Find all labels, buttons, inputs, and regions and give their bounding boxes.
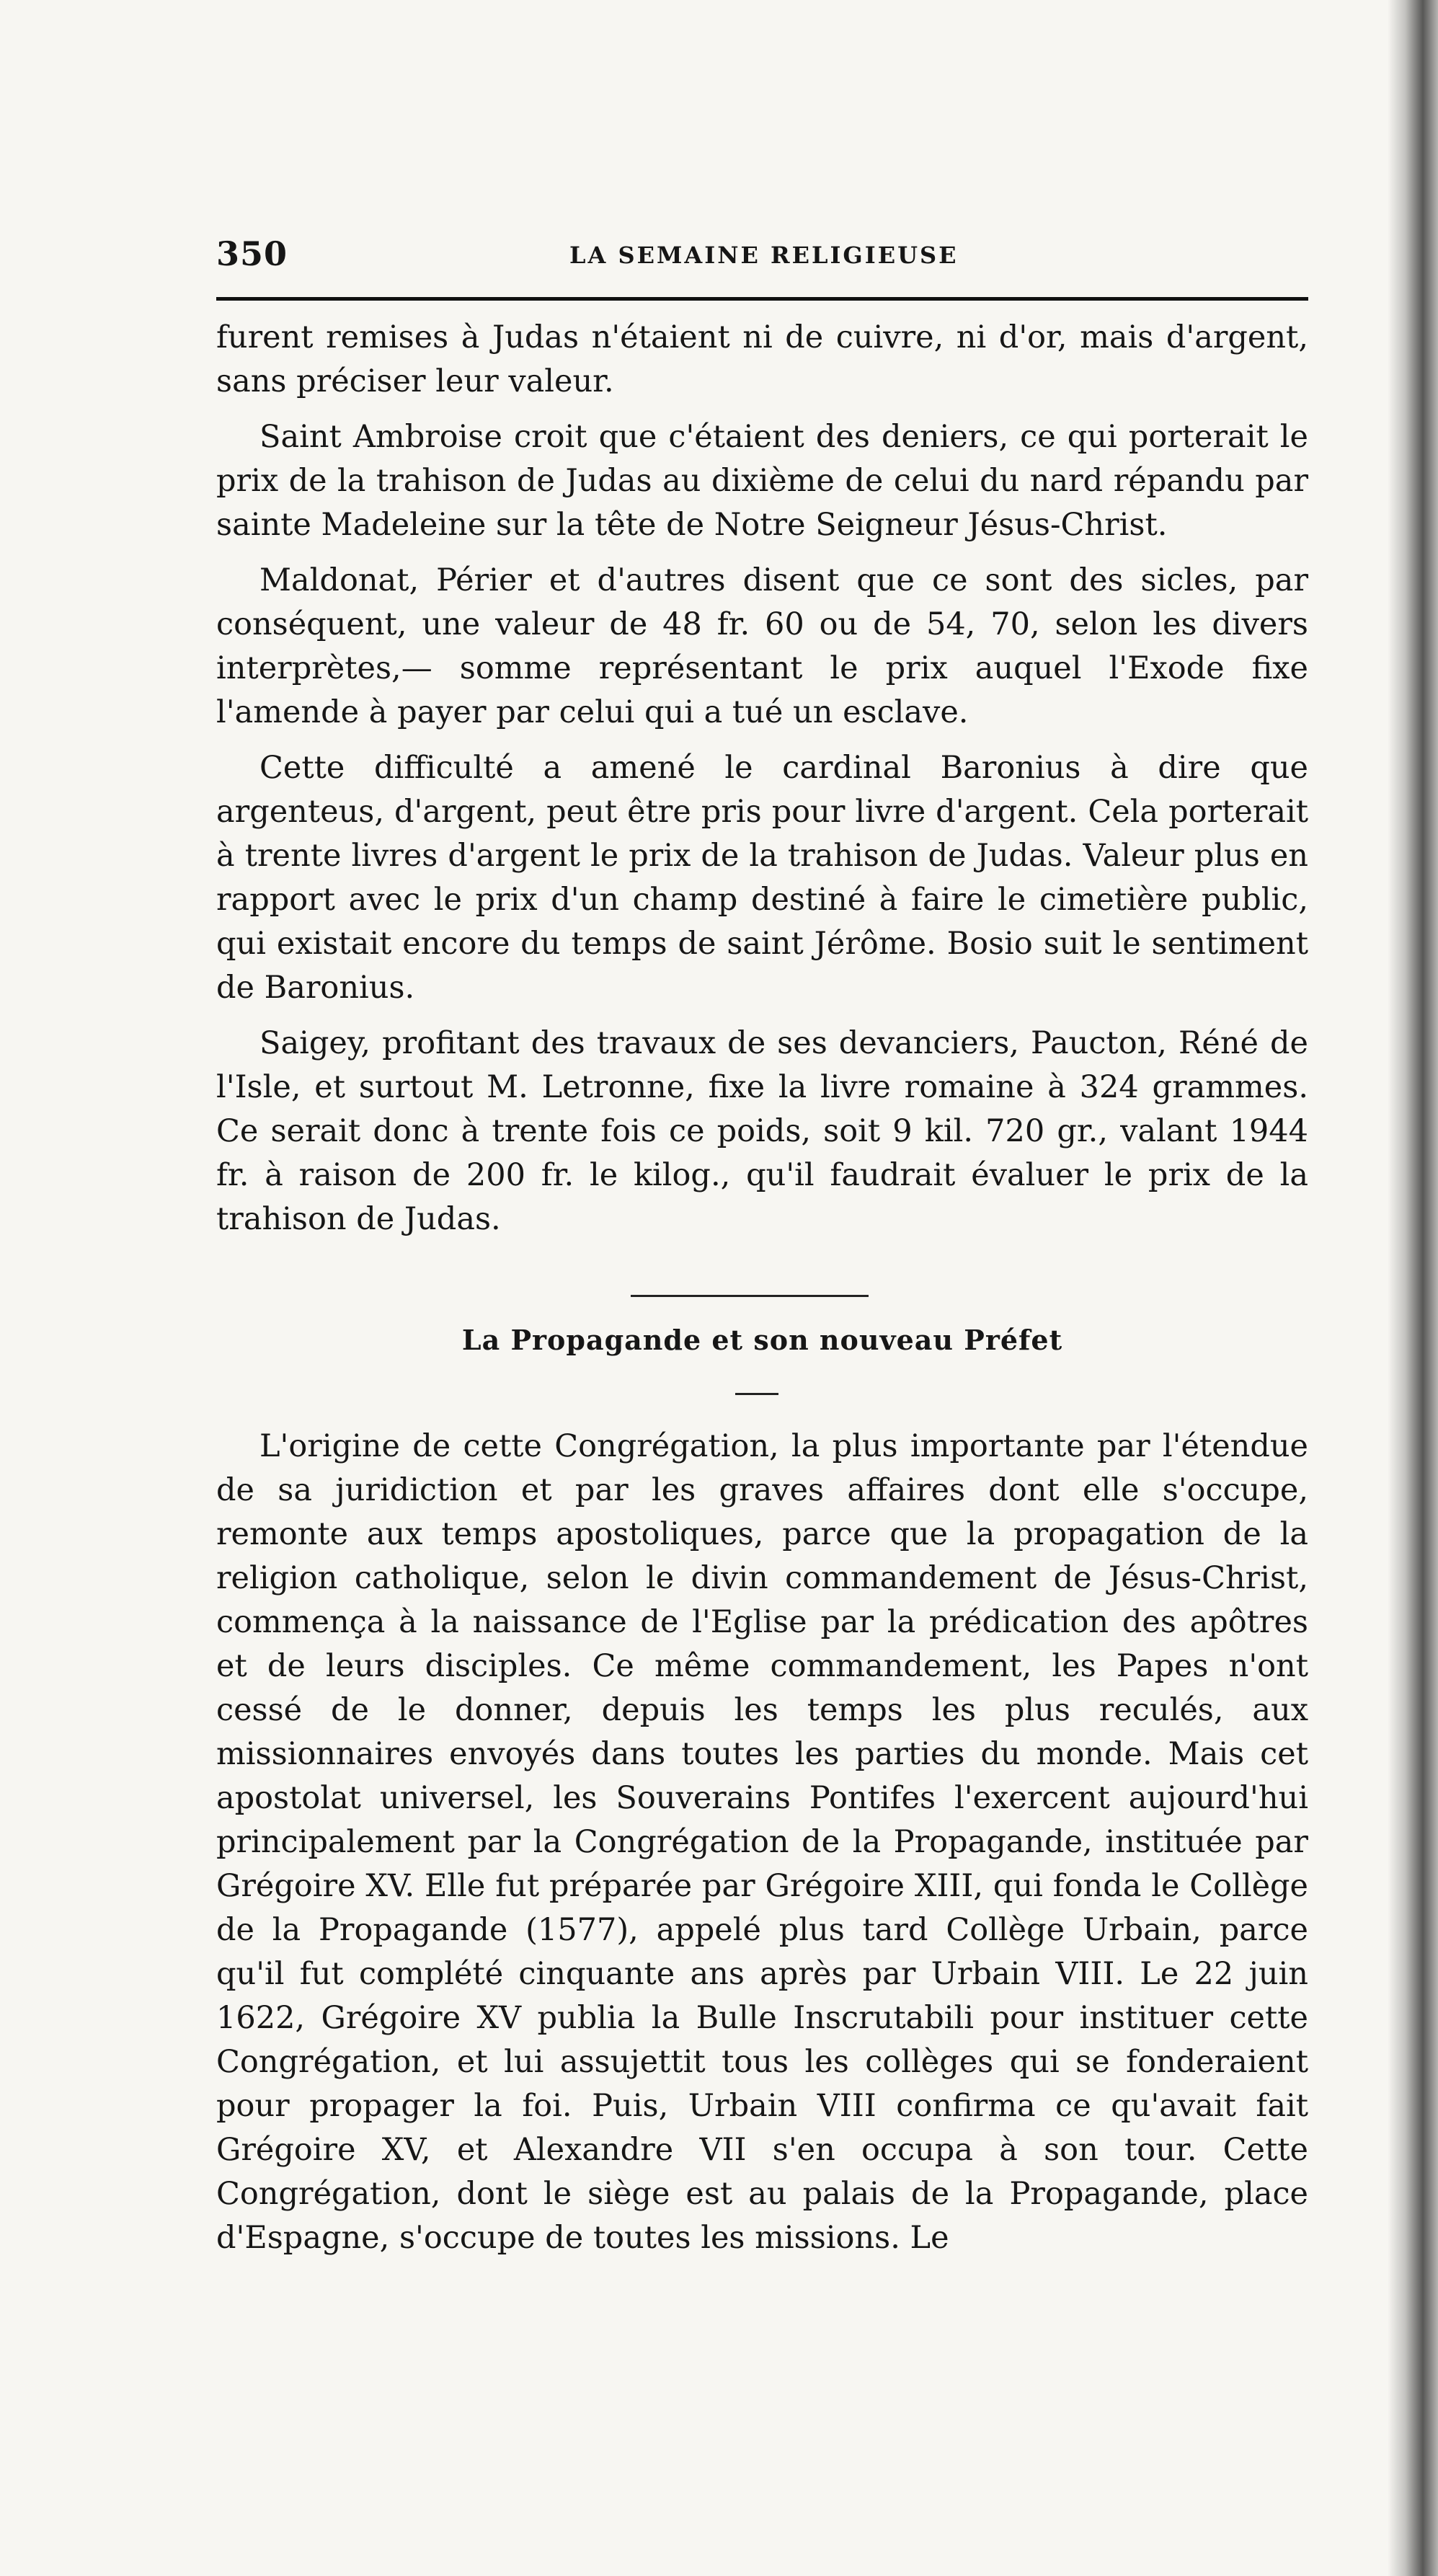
- paragraph: Saigey, profitant des travaux de ses devanciers, Paucton, Réné de l'Isle, et surtout M. Letronne, fixe la livre romaine à 324 grammes. Ce serait donc à trente fois ce poids, soit 9 kil. 720 gr., valant 1944 fr. à raison de 200 fr. le kilog., qu'il faudrait évaluer le prix de la trahison de Judas.: [216, 1025, 1308, 1237]
- page-number: 350: [216, 234, 288, 273]
- section-spacer: [216, 1374, 1308, 1425]
- section-dash: [735, 1393, 778, 1395]
- body-text: [216, 316, 1308, 2260]
- paragraph: Maldonat, Périer et d'autres disent que ce sont des sicles, par conséquent, une valeur de 48 fr. 60 ou de 54, 70, selon les divers interprètes,— somme représentant le prix auquel l'Exode fixe l'amende à payer par celui qui a tué un esclave.: [216, 562, 1308, 730]
- section-title: La Propagande et son nouveau Préfet: [461, 1324, 1063, 1356]
- paragraph: Saint Ambroise croit que c'étaient des deniers, ce qui porterait le prix de la trahison de Judas au dixième de celui du nard répandu par sainte Madeleine sur la tête de Notre Seigneur Jésus-Christ.: [216, 419, 1308, 543]
- running-head: LA SEMAINE RELIGIEUSE: [569, 242, 959, 269]
- section-rule: [631, 1295, 869, 1297]
- paragraph: L'origine de cette Congrégation, la plus importante par l'étendue de sa juridiction et par les graves affaires dont elle s'occupe, remonte aux temps apostoliques, parce que la propagation de la religion catholique, selon le divin commandement de Jésus-Christ, commença à la naissance de l'Eglise par la prédication des apôtres et de leurs disciples. Ce même commandement, les Papes n'ont cessé de le donner, depuis les temps les plus reculés, aux missionnaires envoyés dans toutes les parties du monde. Mais cet apostolat universel, les Souverains Pontifes l'exercent aujourd'hui principalement par la Congrégation de la Propagande, instituée par Grégoire XV. Elle fut préparée par Grégoire XIII, qui fonda le Collège de la Propagande (1577), appelé plus tard Collège Urbain, parce qu'il fut complété cinquante ans après par Urbain VIII. Le 22 juin 1622, Grégoire XV publia la Bulle Inscrutabili pour instituer cette Congrégation, et lui assujettit tous les collèges qui se fonderaient pour propager la foi. Puis, Urbain VIII confirma ce qu'avait fait Grégoire XV, et Alexandre VII s'en occupa à son tour. Cette Congrégation, dont le siège est au palais de la Propagande, place d'Espagne, s'occupe de toutes les missions. Le: [216, 1428, 1308, 2256]
- paragraph: furent remises à Judas n'étaient ni de cuivre, ni d'or, mais d'argent, sans préciser leur valeur.: [216, 319, 1308, 399]
- page-header: [216, 234, 1308, 278]
- page-edge-shadow: [1388, 0, 1438, 2576]
- paragraph: Cette difficulté a amené le cardinal Baronius à dire que argenteus, d'argent, peut être pris pour livre d'argent. Cela porterait à trente livres d'argent le prix de la trahison de Judas. Valeur plus en rapport avec le prix d'un champ destiné à faire le cimetière public, qui existait encore du temps de saint Jérôme. Bosio suit le sentiment de Baronius.: [216, 750, 1308, 1006]
- header-rule: [216, 297, 1308, 301]
- section-heading-block: [216, 1252, 1308, 1374]
